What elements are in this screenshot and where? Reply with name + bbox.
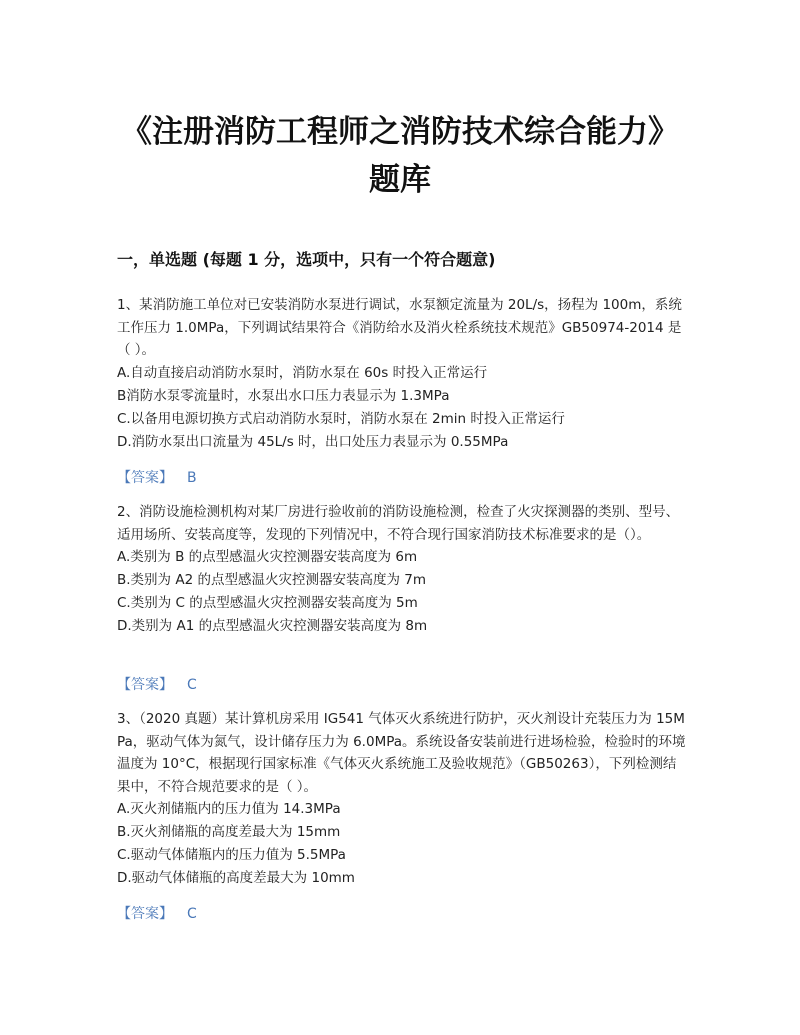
answer-value: B xyxy=(187,470,197,486)
document-title: 《注册消防工程师之消防技术综合能力》题库 xyxy=(121,114,679,198)
answer-label: 【答案】 xyxy=(117,906,173,922)
answer-label: 【答案】 xyxy=(117,470,173,486)
answer-value: C xyxy=(187,677,197,693)
question-stem: 3、（2020 真题）某计算机房采用 IG541 气体灭火系统进行防护，灭火剂设计充装压力为 15MPa，驱动气体为氮气，设计储存压力为 6.0MPa。系统设备安装前进行进场检验，检验时的环境温度为 10°C，根据现行国家标准《气体灭火系统施工及验收规范》（GB50263），下列检测结果中，不符合规范要求的是（ ）。 xyxy=(117,711,686,795)
option-c: C.类别为 C 的点型感温火灾控测器安装高度为 5m xyxy=(117,595,418,611)
option-b: B.灭火剂储瓶的高度差最大为 15mm xyxy=(117,824,341,840)
answer-value: C xyxy=(187,906,197,922)
question-stem: 2、消防设施检测机构对某厂房进行验收前的消防设施检测，检查了火灾探测器的类别、型号、适用场所、安装高度等，发现的下列情况中，不符合现行国家消防技术标准要求的是（）。 xyxy=(117,504,680,543)
question-3 xyxy=(117,708,687,890)
option-a: A.灭火剂储瓶内的压力值为 14.3MPa xyxy=(117,801,341,817)
option-d: D.消防水泵出口流量为 45L/s 时，出口处压力表显示为 0.55MPa xyxy=(117,433,509,450)
option-c: C.以备用电源切换方式启动消防水泵时，消防水泵在 2min 时投入正常运行 xyxy=(117,410,565,427)
answer-label: 【答案】 xyxy=(117,677,173,693)
option-c: C.驱动气体储瓶内的压力值为 5.5MPa xyxy=(117,847,346,863)
answer-1 xyxy=(117,467,197,487)
option-a: A.自动直接启动消防水泵时，消防水泵在 60s 时投入正常运行 xyxy=(117,364,488,381)
question-stem: 1、某消防施工单位对已安装消防水泵进行调试，水泵额定流量为 20L/s，扬程为 100m，系统工作压力 1.0MPa，下列调试结果符合《消防给水及消火栓系统技术规范》GB50974-2014 是（ ）。 xyxy=(117,297,682,358)
question-1 xyxy=(117,294,687,454)
answer-2 xyxy=(117,674,197,694)
section-heading: 一，单选题 (每题 1 分，选项中，只有一个符合题意) xyxy=(117,250,496,269)
option-b: B.类别为 A2 的点型感温火灾控测器安装高度为 7m xyxy=(117,572,426,588)
answer-3 xyxy=(117,903,197,923)
option-b: B消防水泵零流量时，水泵出水口压力表显示为 1.3MPa xyxy=(117,387,450,404)
question-2 xyxy=(117,501,687,638)
option-d: D.类别为 A1 的点型感温火灾控测器安装高度为 8m xyxy=(117,618,428,634)
option-d: D.驱动气体储瓶的高度差最大为 10mm xyxy=(117,870,355,886)
option-a: A.类别为 B 的点型感温火灾控测器安装高度为 6m xyxy=(117,549,418,565)
